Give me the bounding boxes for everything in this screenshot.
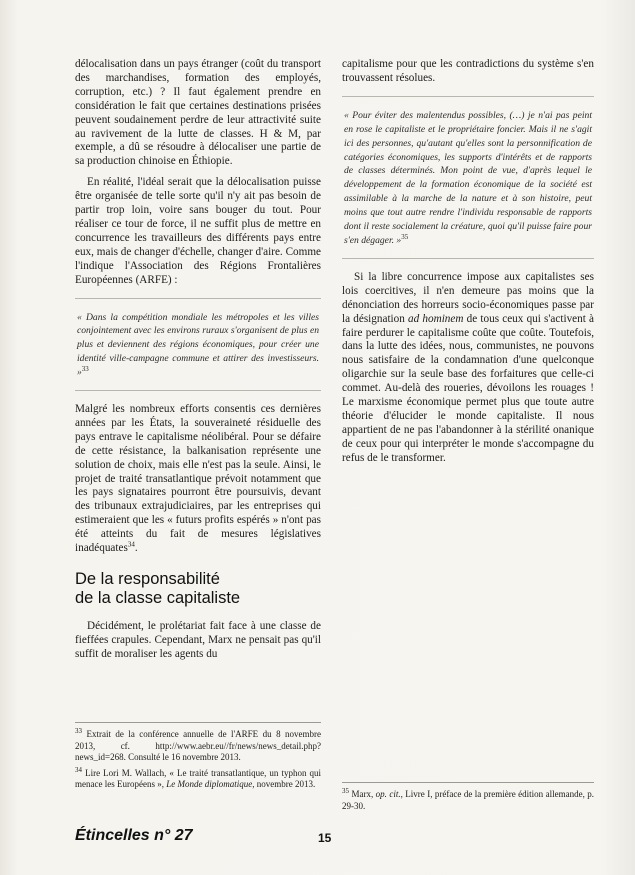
journal-title: Étincelles n° 27: [75, 827, 193, 844]
left-block-quote: [75, 298, 321, 392]
footnote-34-text-start: Lire Lori M. Wallach, « Le traité transatlantique, un typhon qui menace les Européens »,: [75, 767, 322, 789]
footnote-35: [342, 789, 594, 812]
ad-hominem-emphasis: ad hominem: [408, 312, 464, 325]
section-heading-line-1: De la responsabilité: [75, 570, 220, 588]
footnote-ref-34: 34: [127, 540, 135, 549]
footnote-33-text: Extrait de la conférence annuelle de l'ARFE du 8 novembre 2013, cf. http://www.aebr.eu//fr/news/news_detail.php?news_id=268. Consulté le 16 novembre 2013.: [75, 729, 322, 762]
left-paragraph-2: En réalité, l'idéal serait que la délocalisation puisse être organisée de telle sorte qu'il n'y ait pas besoin de partir trop loin, voire sans bouger du tout. Pour réaliser ce tour de force, il ne suffit plus de mettre en concurrence les travailleurs des différents pays entre eux, mais de changer d'échelle, changer d'aire. Comme l'indique l'Association des Régions Frontalières Européennes (ARFE) :: [75, 176, 321, 286]
footnote-ref-35: 35: [401, 232, 409, 241]
left-paragraph-1: délocalisation dans un pays étranger (coût du transport des marchandises, formation des employés, corruption, etc.) ? Il faut également prendre en considération le fait que certaines destinations prisées peuvent soudainement perdre de leur attractivité suite au ravivement de la lutte de classes. H & M, par exemple, a dû se résoudre à délocaliser une partie de sa production chinoise en Éthiopie.: [75, 58, 321, 168]
footnote-34-text-end: , novembre 2013.: [252, 779, 316, 789]
footnotes-left: [75, 722, 321, 795]
right-paragraph-1: capitalisme pour que les contradictions du système s'en trouvassent résolues.: [342, 58, 594, 84]
footnote-35-text-start: Marx,: [351, 789, 376, 799]
left-column: [75, 58, 321, 669]
right-paragraph-2-end: de tous ceux qui s'activent à faire perdurer le capitalisme coûte que coûte. Toutefois, dans la lutte des idées, nous, communistes, ne pouvons nous satisfaire de la condamnation d'une quelconque oligarchie sur la seule base des forfaitures que celle-ci commet. Au-delà des roueries, dévoilons les rouages ! Le marxisme économique permet plus que toute autre théorie d'élucider le monde capitaliste. Il nous appartient de ne pas l'abandonner à la stérilité onanique de ceux pour qui interpréter le monde s'accompagne du refus de le transformer.: [342, 312, 594, 464]
arfe-quote-text: « Dans la compétition mondiale les métropoles et les villes conjointement avec les environs ruraux s'organisent de plus en plus et deviennent des régions économiques, pour créer une identité ville-campagne commune et attirer des investisseurs. »: [77, 311, 319, 379]
footnotes-right: [342, 782, 594, 816]
section-heading-line-2: de la classe capitaliste: [75, 589, 241, 607]
footnote-33: [75, 729, 321, 764]
footnote-35-opcit: op. cit.: [375, 789, 401, 799]
page-number: 15: [318, 831, 332, 845]
footnote-35-number: 35: [342, 787, 349, 795]
footnote-35-text-end: , Livre I, préface de la première édition allemande, p. 29-30.: [342, 789, 595, 811]
footnote-34-number: 34: [75, 765, 82, 774]
left-paragraph-4: Décidément, le prolétariat fait face à une classe de fieffées crapules. Cependant, Marx ne pensait pas qu'il suffit de moraliser les agents du: [75, 620, 321, 660]
section-heading: [75, 570, 321, 608]
left-paragraph-3-text: Malgré les nombreux efforts consentis ces dernières années par les États, la souveraineté résiduelle des pays entrave le capitalisme néolibéral. Pour se défaire de cette résistance, la balkanisation représente une solution de choix, mais elle n'est pas la seule. Ainsi, le projet de traité transatlantique prévoit notamment que les pays signataires pourront être poursuivis, devant des tribunaux extrajudiciaires, par les entreprises qui estimeraient que les « futurs profits espérés » n'ont pas été atteints du fait de mesures législatives inadéquates: [75, 403, 321, 555]
marx-quote-text: « Pour éviter des malentendus possibles, (…) je n'ai pas peint en rose le capitaliste et le propriétaire foncier. Mais il ne s'agit ici des personnes, qu'autant qu'elles sont la personnification de catégories économiques, les supports d'intérêts et de rapports de classes déterminés. Mon point de vue, d'après lequel le développement de la formation économique de la société est assimilable à la marche de la nature et à son histoire, peut moins que tout autre rendre l'individu responsable de rapports dont il reste socialement la créature, quoi qu'il puisse faire pour s'en dégager. »: [344, 109, 592, 246]
right-block-quote: [342, 96, 594, 259]
footnote-ref-33: 33: [81, 364, 89, 373]
left-paragraph-3: Malgré les nombreux efforts consentis ces dernières années par les États, la souveraineté résiduelle des pays entrave le capitalisme néolibéral. Pour se défaire de cette résistance, la balkanisation représente une solution de choix, mais elle n'est pas la seule. Ainsi, le projet de traité transatlantique prévoit notamment que les pays signataires pourront être poursuivis, devant des tribunaux extrajudiciaires, par les entreprises qui estimeraient que les « futurs profits espérés » n'ont pas été atteints du fait de mesures législatives inadéquates$^{34}$.: [75, 403, 321, 555]
right-paragraph-2-start: Si la libre concurrence impose aux capitalistes ses lois coercitives, il n'en demeure pas moins que la dénonciation des horreurs socio-économiques passe par la désignation: [342, 270, 594, 325]
footnote-34: [75, 765, 322, 791]
right-paragraph-2: [342, 271, 594, 466]
footnote-34-source: Le Monde diplomatique: [166, 779, 253, 789]
right-column: [342, 58, 594, 473]
footnote-33-number: 33: [75, 727, 82, 735]
